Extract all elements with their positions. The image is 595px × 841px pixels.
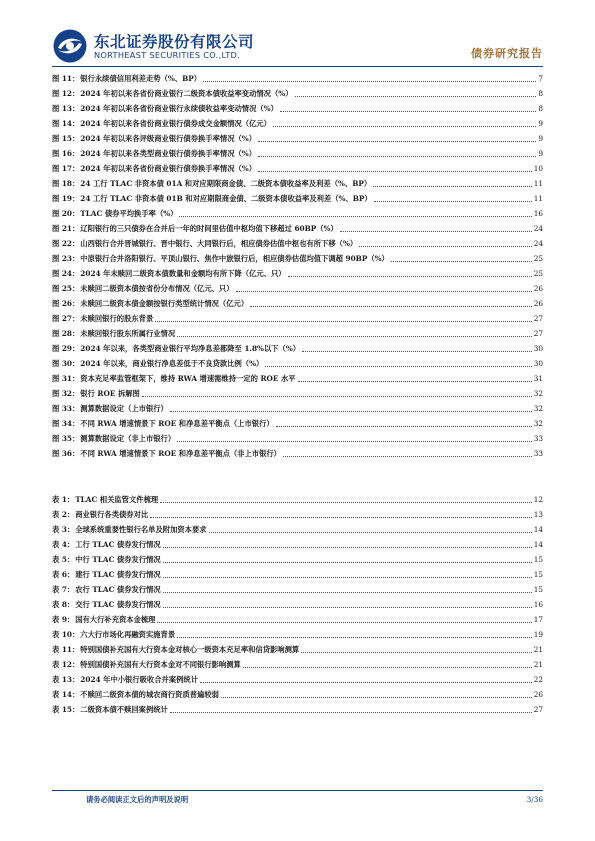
table-list bbox=[52, 492, 543, 717]
leader-dots bbox=[258, 156, 536, 157]
table-entry[interactable] bbox=[52, 642, 543, 657]
entry-page-number: 26 bbox=[533, 299, 543, 308]
table-entry[interactable] bbox=[52, 582, 543, 597]
entry-title: 交行 TLAC 债券发行情况 bbox=[75, 600, 161, 609]
entry-title: TLAC 相关监管文件梳理 bbox=[75, 495, 159, 504]
entry-label: 表 5： bbox=[52, 555, 75, 564]
entry-page-number: 8 bbox=[538, 89, 543, 98]
company-name-cn: 东北证券股份有限公司 bbox=[94, 33, 255, 51]
entry-title: 国有大行补充资本金梳理 bbox=[75, 615, 156, 624]
entry-title: 测算数据设定（上市银行） bbox=[80, 404, 168, 413]
entry-title: 辽阳银行的三只债券在合并后一年的时间里估值中枢均值下移超过 60BP（%） bbox=[80, 224, 338, 233]
entry-page-number: 33 bbox=[533, 449, 543, 458]
entry-label: 表 4： bbox=[52, 540, 75, 549]
table-entry[interactable] bbox=[52, 507, 543, 522]
leader-dots bbox=[150, 517, 532, 518]
entry-label: 表 12： bbox=[52, 660, 80, 669]
figure-entry[interactable] bbox=[52, 236, 543, 251]
table-entry[interactable] bbox=[52, 687, 543, 702]
entry-label: 图 17： bbox=[52, 164, 80, 173]
entry-title: 未赎回银行股东所属行业情况 bbox=[80, 329, 176, 338]
entry-page-number: 32 bbox=[533, 419, 543, 428]
entry-title: 测算数据设定（非上市银行） bbox=[80, 434, 176, 443]
leader-dots bbox=[374, 201, 532, 202]
entry-title: 2024 年初以来各省份商业银行二级资本债收益率变动情况（%） bbox=[80, 89, 293, 98]
footer-disclaimer: 请务必阅读正文后的声明及说明 bbox=[86, 795, 189, 804]
entry-label: 图 28： bbox=[52, 329, 80, 338]
entry-page-number: 27 bbox=[533, 314, 543, 323]
entry-page-number: 31 bbox=[533, 374, 543, 383]
table-entry[interactable] bbox=[52, 597, 543, 612]
entry-label: 图 24： bbox=[52, 269, 80, 278]
entry-title: 全球系统重要性银行名单及附加资本要求 bbox=[75, 525, 207, 534]
entry-title: 山西银行合并晋城银行、晋中银行、大同银行后，相应债券估值中枢也有所下移（%） bbox=[80, 239, 358, 248]
entry-label: 图 12： bbox=[52, 89, 80, 98]
entry-title: 建行 TLAC 债券发行情况 bbox=[75, 570, 161, 579]
entry-label: 图 18： bbox=[52, 179, 80, 188]
entry-title: 不同 RWA 增速情景下 ROE 和净息差平衡点（非上市银行） bbox=[80, 449, 281, 458]
entry-label: 表 10： bbox=[52, 630, 80, 639]
entry-label: 图 13： bbox=[52, 104, 80, 113]
entry-label: 表 14： bbox=[52, 690, 80, 699]
leader-dots bbox=[243, 667, 532, 668]
entry-label: 图 19： bbox=[52, 194, 80, 203]
entry-title: 2024 年中小银行吸收合并案例统计 bbox=[80, 675, 199, 684]
leader-dots bbox=[298, 381, 532, 382]
report-type: 债券研究报告 bbox=[471, 47, 543, 60]
entry-title: 中行 TLAC 债券发行情况 bbox=[75, 555, 161, 564]
entry-title: 2024 年初以来各评级商业银行债券换手率情况（%） bbox=[80, 134, 257, 143]
leader-dots bbox=[177, 441, 532, 442]
entry-label: 图 25： bbox=[52, 284, 80, 293]
entry-title: 工行 TLAC 债券发行情况 bbox=[75, 540, 161, 549]
entry-title: 农行 TLAC 债券发行情况 bbox=[75, 585, 161, 594]
entry-label: 图 35： bbox=[52, 434, 80, 443]
leader-dots bbox=[163, 547, 532, 548]
entry-label: 表 7： bbox=[52, 585, 75, 594]
table-entry[interactable] bbox=[52, 567, 543, 582]
table-entry[interactable] bbox=[52, 657, 543, 672]
entry-title: 2024 年以来，商业银行净息差低于不良贷款比例（%） bbox=[80, 359, 264, 368]
table-entry[interactable] bbox=[52, 672, 543, 687]
entry-label: 图 16： bbox=[52, 149, 80, 158]
leader-dots bbox=[142, 396, 532, 397]
figure-entry[interactable] bbox=[52, 326, 543, 341]
leader-dots bbox=[209, 532, 532, 533]
entry-page-number: 9 bbox=[538, 134, 543, 143]
entry-page-number: 14 bbox=[533, 525, 543, 534]
figure-entry[interactable] bbox=[52, 131, 543, 146]
entry-page-number: 14 bbox=[533, 540, 543, 549]
figure-entry[interactable] bbox=[52, 281, 543, 296]
leader-dots bbox=[163, 607, 532, 608]
entry-page-number: 16 bbox=[533, 209, 543, 218]
figure-entry[interactable] bbox=[52, 176, 543, 191]
entry-label: 表 2： bbox=[52, 510, 75, 519]
entry-label: 图 31： bbox=[52, 374, 80, 383]
leader-dots bbox=[155, 321, 531, 322]
entry-label: 表 13： bbox=[52, 675, 80, 684]
entry-title: 六大行市场化再融资实施背景 bbox=[80, 630, 176, 639]
entry-label: 图 22： bbox=[52, 239, 80, 248]
entry-page-number: 9 bbox=[538, 149, 543, 158]
entry-title: 中原银行合并洛阳银行、平顶山银行、焦作中旅银行后，相应债券估值均值下调超 90BP（%） bbox=[80, 254, 389, 263]
leader-dots bbox=[340, 231, 532, 232]
entry-page-number: 27 bbox=[533, 705, 543, 714]
entry-label: 图 29： bbox=[52, 344, 80, 353]
footer-page-number: 3/36 bbox=[526, 795, 543, 804]
leader-dots bbox=[203, 81, 536, 82]
figure-entry[interactable] bbox=[52, 191, 543, 206]
entry-label: 图 26： bbox=[52, 299, 80, 308]
entry-title: 二级资本债不赎回案例统计 bbox=[80, 705, 168, 714]
entry-title: 特别国债补充国有大行资本金对不同银行影响测算 bbox=[80, 660, 241, 669]
entry-title: 资本充足率监管框架下，维持 RWA 增速需维持一定的 ROE 水平 bbox=[80, 374, 296, 383]
leader-dots bbox=[373, 186, 532, 187]
table-entry[interactable] bbox=[52, 537, 543, 552]
entry-page-number: 9 bbox=[538, 119, 543, 128]
entry-label: 图 34： bbox=[52, 419, 80, 428]
leader-dots bbox=[283, 456, 532, 457]
leader-dots bbox=[258, 141, 536, 142]
entry-page-number: 32 bbox=[533, 389, 543, 398]
entry-title: 24 工行 TLAC 非资本债 01A 和对应期限商金债、二级资本债收益率及利差（%、BP） bbox=[80, 179, 372, 188]
entry-page-number: 11 bbox=[533, 179, 543, 188]
entry-page-number: 15 bbox=[533, 555, 543, 564]
leader-dots bbox=[265, 366, 531, 367]
figure-entry[interactable] bbox=[52, 416, 543, 431]
entry-title: 2024 年初以来各省份商业银行永续债收益率变动情况（%） bbox=[80, 104, 278, 113]
leader-dots bbox=[391, 261, 532, 262]
entry-title: 不赎回二级资本债的城农商行资质普遍较弱 bbox=[80, 690, 219, 699]
entry-page-number: 11 bbox=[533, 194, 543, 203]
leader-dots bbox=[258, 171, 532, 172]
entry-page-number: 24 bbox=[533, 239, 543, 248]
entry-title: 2024 年初以来各省份商业银行债券成交金额情况（亿元） bbox=[80, 119, 271, 128]
leader-dots bbox=[163, 592, 532, 593]
entry-title: 不同 RWA 增速情景下 ROE 和净息差平衡点（上市银行） bbox=[80, 419, 274, 428]
company-logo bbox=[52, 28, 88, 64]
leader-dots bbox=[280, 111, 536, 112]
entry-page-number: 21 bbox=[533, 645, 543, 654]
entry-label: 表 8： bbox=[52, 600, 75, 609]
figure-entry[interactable] bbox=[52, 71, 543, 86]
table-entry[interactable] bbox=[52, 492, 543, 507]
leader-dots bbox=[177, 336, 532, 337]
table-entry[interactable] bbox=[52, 552, 543, 567]
leader-dots bbox=[157, 622, 531, 623]
entry-label: 表 15： bbox=[52, 705, 80, 714]
company-name-en: NORTHEAST SECURITIES CO.,LTD. bbox=[94, 50, 241, 60]
entry-title: TLAC 债券平均换手率（%） bbox=[80, 209, 178, 218]
leader-dots bbox=[170, 712, 532, 713]
entry-page-number: 25 bbox=[533, 254, 543, 263]
figure-entry[interactable] bbox=[52, 356, 543, 371]
figure-entry[interactable] bbox=[52, 341, 543, 356]
entry-label: 图 14： bbox=[52, 119, 80, 128]
entry-label: 图 15： bbox=[52, 134, 80, 143]
figure-entry[interactable] bbox=[52, 266, 543, 281]
entry-label: 图 11： bbox=[52, 74, 80, 83]
entry-label: 图 23： bbox=[52, 254, 80, 263]
entry-page-number: 27 bbox=[533, 329, 543, 338]
figure-entry[interactable] bbox=[52, 401, 543, 416]
table-entry[interactable] bbox=[52, 522, 543, 537]
entry-page-number: 15 bbox=[533, 585, 543, 594]
entry-title: 2024 年初以来各省份商业银行债券换手率情况（%） bbox=[80, 164, 257, 173]
leader-dots bbox=[170, 411, 532, 412]
entry-page-number: 17 bbox=[533, 615, 543, 624]
leader-dots bbox=[177, 637, 532, 638]
leader-dots bbox=[163, 562, 532, 563]
leader-dots bbox=[301, 652, 532, 653]
footer-divider bbox=[52, 790, 543, 791]
entry-label: 表 3： bbox=[52, 525, 75, 534]
entry-page-number: 26 bbox=[533, 690, 543, 699]
entry-label: 图 30： bbox=[52, 359, 80, 368]
entry-page-number: 26 bbox=[533, 284, 543, 293]
figure-entry[interactable] bbox=[52, 311, 543, 326]
figure-entry[interactable] bbox=[52, 86, 543, 101]
entry-label: 表 11： bbox=[52, 645, 80, 654]
figure-entry[interactable] bbox=[52, 386, 543, 401]
table-entry[interactable] bbox=[52, 702, 543, 717]
entry-label: 表 1： bbox=[52, 495, 75, 504]
entry-title: 未赎回银行的股东背景 bbox=[80, 314, 154, 323]
leader-dots bbox=[359, 246, 531, 247]
entry-page-number: 12 bbox=[533, 495, 543, 504]
figure-entry[interactable] bbox=[52, 206, 543, 221]
entry-label: 图 32： bbox=[52, 389, 80, 398]
entry-page-number: 25 bbox=[533, 269, 543, 278]
entry-page-number: 7 bbox=[538, 74, 543, 83]
entry-label: 图 27： bbox=[52, 314, 80, 323]
leader-dots bbox=[160, 502, 532, 503]
entry-page-number: 24 bbox=[533, 224, 543, 233]
leader-dots bbox=[250, 306, 532, 307]
entry-page-number: 15 bbox=[533, 570, 543, 579]
figure-entry[interactable] bbox=[52, 161, 543, 176]
entry-label: 图 36： bbox=[52, 449, 80, 458]
figure-list bbox=[52, 71, 543, 461]
figure-entry[interactable] bbox=[52, 101, 543, 116]
entry-title: 未赎回二级资本债按省份分布情况（亿元、只） bbox=[80, 284, 234, 293]
figure-entry[interactable] bbox=[52, 446, 543, 461]
entry-page-number: 21 bbox=[533, 660, 543, 669]
leader-dots bbox=[179, 216, 531, 217]
figure-entry[interactable] bbox=[52, 221, 543, 236]
leader-dots bbox=[163, 577, 532, 578]
entry-page-number: 33 bbox=[533, 434, 543, 443]
entry-label: 图 21： bbox=[52, 224, 80, 233]
leader-dots bbox=[302, 351, 532, 352]
leader-dots bbox=[200, 682, 532, 683]
entry-title: 24 工行 TLAC 非资本债 01B 和对应期限商金债、二级资本债收益率及利差（%、BP） bbox=[80, 194, 372, 203]
figure-entry[interactable] bbox=[52, 251, 543, 266]
entry-page-number: 30 bbox=[533, 344, 543, 353]
entry-label: 表 9： bbox=[52, 615, 75, 624]
entry-page-number: 16 bbox=[533, 600, 543, 609]
entry-title: 银行 ROE 拆解图 bbox=[80, 389, 140, 398]
leader-dots bbox=[276, 426, 532, 427]
leader-dots bbox=[273, 126, 536, 127]
entry-title: 2024 年以来，各类型商业银行平均净息差都降至 1.8%以下（%） bbox=[80, 344, 301, 353]
figure-entry[interactable] bbox=[52, 116, 543, 131]
header-divider bbox=[52, 66, 543, 67]
entry-title: 银行永续债信用利差走势（%、BP） bbox=[80, 74, 202, 83]
figure-entry[interactable] bbox=[52, 371, 543, 386]
entry-label: 图 33： bbox=[52, 404, 80, 413]
entry-page-number: 30 bbox=[533, 359, 543, 368]
entry-page-number: 32 bbox=[533, 404, 543, 413]
entry-title: 未赎回二级资本债金额按银行类型统计情况（亿元） bbox=[80, 299, 249, 308]
leader-dots bbox=[288, 276, 532, 277]
entry-page-number: 19 bbox=[533, 630, 543, 639]
figure-entry[interactable] bbox=[52, 146, 543, 161]
table-entry[interactable] bbox=[52, 612, 543, 627]
entry-page-number: 10 bbox=[533, 164, 543, 173]
leader-dots bbox=[221, 697, 532, 698]
entry-title: 商业银行各类债券对比 bbox=[75, 510, 149, 519]
figure-entry[interactable] bbox=[52, 431, 543, 446]
entry-title: 特别国债补充国有大行资本金对核心一级资本充足率和信贷影响测算 bbox=[80, 645, 300, 654]
entry-label: 图 20： bbox=[52, 209, 80, 218]
entry-page-number: 13 bbox=[533, 510, 543, 519]
entry-label: 表 6： bbox=[52, 570, 75, 579]
entry-page-number: 8 bbox=[538, 104, 543, 113]
page-header bbox=[52, 28, 543, 64]
figure-entry[interactable] bbox=[52, 296, 543, 311]
leader-dots bbox=[295, 96, 537, 97]
table-entry[interactable] bbox=[52, 627, 543, 642]
leader-dots bbox=[236, 291, 532, 292]
entry-page-number: 22 bbox=[533, 675, 543, 684]
entry-title: 2024 年未赎回二级资本债数量和金额均有所下降（亿元、只） bbox=[80, 269, 286, 278]
entry-title: 2024 年初以来各类型商业银行债券换手率情况（%） bbox=[80, 149, 257, 158]
